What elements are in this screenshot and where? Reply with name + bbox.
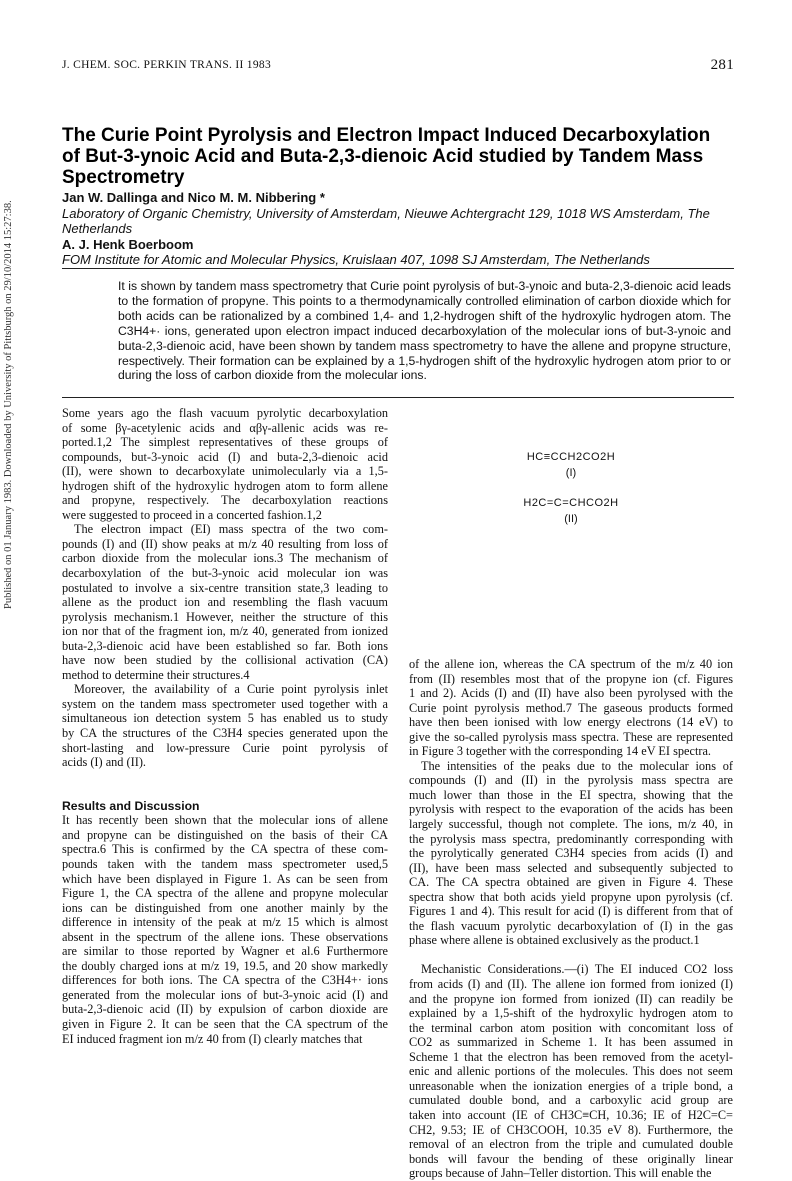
text-line: The electron impact (EI) mass spectra of the two com- bbox=[74, 522, 388, 537]
text-line: Moreover, the availability of a Curie point pyrolysis inlet bbox=[74, 682, 388, 697]
text-line: difference in intensity of the peak at m/z 15 which is almost bbox=[62, 915, 388, 930]
text-line: compounds (I) and (II) in the pyrolysis mass spectra are bbox=[409, 773, 733, 788]
text-line: taken into account (IE of CH3C≡CH, 10.36; IE of H2C=C= bbox=[409, 1107, 733, 1122]
text-line: compounds, but-3-ynoic acid (I) and buta-2,3-dienoic acid bbox=[62, 449, 388, 464]
text-line bbox=[409, 948, 733, 963]
text-line: acids (I) and (II). bbox=[62, 755, 146, 770]
text-line: enic and allenic portions of the molecules. This does not seem bbox=[409, 1064, 733, 1079]
text-line: carbon dioxide from the molecular ions.3 The mechanism of bbox=[62, 551, 388, 566]
text-line: CH2, 9.53; IE of CH3COOH, 10.35 eV 8). Furthermore, the bbox=[409, 1122, 733, 1137]
text-line: pyrolysis mechanism.1 However, neither the structure of this bbox=[62, 609, 388, 624]
text-line: (II), have been mass selected and subsequently subjected to bbox=[409, 860, 733, 875]
text-line: explained by a 1,5-shift of the hydroxylic hydrogen atom to bbox=[409, 1006, 733, 1021]
text-line: the pyrolysis mass spectra, predominantly corresponding with bbox=[409, 831, 733, 846]
text-line: 1 and 2). Acids (I) and (II) have also been pyrolysed with the bbox=[409, 686, 733, 701]
text-line: Figures 1 and 4). This result for acid (I) is different from that of bbox=[409, 904, 733, 919]
text-line: given in Figure 2. It can be seen that the CA spectrum of the bbox=[62, 1016, 388, 1031]
structure-formula-1: HC≡CCH2CO2H bbox=[526, 451, 616, 463]
text-line: phase where allene is obtained exclusively as the product.1 bbox=[409, 933, 700, 948]
abstract-top-rule bbox=[62, 268, 734, 269]
text-line: spectra.6 This is confirmed by the CA spectra of these com- bbox=[62, 842, 388, 857]
text-line: Mechanistic Considerations.—(i) The EI induced CO2 loss bbox=[421, 962, 733, 977]
text-line: Scheme 1 that the electron has been removed from the acetyl- bbox=[409, 1049, 733, 1064]
text-line: removal of an electron from the triple and cumulated double bbox=[409, 1137, 733, 1152]
text-line: pounds (I) and (II) show peaks at m/z 40 resulting from loss of bbox=[62, 536, 388, 551]
text-line: spectra show that both acids yield propyne upon pyrolysis (cf. bbox=[409, 889, 733, 904]
text-line: and propyne can be distinguished on the basis of their CA bbox=[62, 827, 388, 842]
text-line bbox=[62, 784, 388, 799]
text-line: hydrogen shift of the hydroxylic hydrogen atom to form allene bbox=[62, 478, 388, 493]
journal-citation: J. CHEM. SOC. PERKIN TRANS. II 1983 bbox=[62, 59, 272, 71]
left-column bbox=[62, 406, 388, 1046]
text-line: of the allene ion, whereas the CA spectrum of the m/z 40 ion bbox=[409, 657, 733, 671]
page-number: 281 bbox=[710, 57, 734, 73]
text-line: (II), were shown to decarboxylate unimolecularly via a 1,5- bbox=[62, 464, 388, 479]
text-line: differences for both ions. The CA spectra of the C3H4+· ions bbox=[62, 973, 388, 988]
author-block bbox=[62, 190, 742, 268]
text-line: unreasonable when the ionization energies of a triple bond, a bbox=[409, 1078, 733, 1093]
text-line: EI induced fragment ion m/z 40 from (I) clearly matches that bbox=[62, 1031, 363, 1046]
text-line: and propyne, respectively. The decarboxylation reactions bbox=[62, 493, 388, 508]
text-line: Results and Discussion bbox=[62, 798, 200, 813]
text-line: allene as the product ion and resembling the flash vacuum bbox=[62, 595, 388, 610]
text-line bbox=[62, 770, 388, 785]
structure-formula-2: H2C=C=CHCO2H bbox=[523, 497, 619, 509]
text-line: It has recently been shown that the molecular ions of allene bbox=[62, 813, 388, 828]
text-line: ion nor that of the fragment ion, m/z 40, generated from ionized bbox=[62, 624, 388, 639]
structure-label-2: (II) bbox=[564, 513, 578, 525]
abstract-bottom-rule bbox=[62, 397, 734, 398]
text-line: CA. The CA spectra obtained are given in Figure 4. These bbox=[409, 875, 733, 890]
author-names-2: A. J. Henk Boerboom bbox=[62, 236, 194, 252]
text-line: by CA the structures of the C3H4 species generated upon the bbox=[62, 726, 388, 741]
text-line: simultaneous ion detection system 5 has enabled us to study bbox=[62, 711, 388, 726]
text-line: the doubly charged ions at m/z 19, 19.5, and 20 show markedly bbox=[62, 958, 388, 973]
download-watermark: Published on 01 January 1983. Downloaded by University of Pittsburgh on 29/10/2014 15:27:38. bbox=[3, 200, 14, 610]
text-line: from (II) resembles most that of the propyne ion (cf. Figures bbox=[409, 671, 733, 686]
author-affiliation-1: Laboratory of Organic Chemistry, University of Amsterdam, Nieuwe Achtergracht 129, 1018 WS Amsterdam, The Netherlands bbox=[62, 205, 710, 237]
article-title: The Curie Point Pyrolysis and Electron Impact Induced Decarboxylation of But-3-ynoic Acid and Buta-2,3-dienoic Acid studied by Tandem Mass Spectrometry bbox=[62, 125, 711, 188]
text-line: Figure 1, the CA spectra of the allene and propyne molecular bbox=[62, 886, 388, 901]
text-line: are similar to those reported by Wagner et al.6 Furthermore bbox=[62, 944, 388, 959]
text-line: pyrolysis with respect to the evaporation of the acids has been bbox=[409, 802, 733, 817]
text-line: system on the tandem mass spectrometer used together with a bbox=[62, 696, 388, 711]
text-line: of some βγ-acetylenic acids and αβγ-allenic acids was re- bbox=[62, 420, 388, 435]
text-line: which have been displayed in Figure 1. As can be seen from bbox=[62, 871, 388, 886]
text-line: much lower than those in the EI spectra, showing that the bbox=[409, 787, 733, 802]
text-line: absent in the spectrum of the allene ions. These observations bbox=[62, 929, 388, 944]
author-names-1: Jan W. Dallinga and Nico M. M. Nibbering * bbox=[62, 190, 325, 205]
text-line: give the so-called pyrolysis mass spectra. These are represented bbox=[409, 729, 733, 744]
text-line: postulated to involve a six-centre transition state,3 leading to bbox=[62, 580, 388, 595]
text-line: the pyrolytically generated C3H4 species from acids (I) and bbox=[409, 846, 733, 861]
text-line: The intensities of the peaks due to the molecular ions of bbox=[421, 758, 733, 773]
text-line: ions can be distinguished from one another mainly by the bbox=[62, 900, 388, 915]
text-line: short-lasting and low-pressure Curie point pyrolysis of bbox=[62, 740, 388, 755]
text-line: Curie point pyrolysis method.7 The gaseous products formed bbox=[409, 700, 733, 715]
text-line: in Figure 3 together with the corresponding 14 eV EI spectra. bbox=[409, 744, 711, 759]
text-line: and the propyne ion formed from ionized (II) can readily be bbox=[409, 991, 733, 1006]
text-line: CO2 as summarized in Scheme 1. It has been assumed in bbox=[409, 1035, 733, 1050]
text-line: were suggested to proceed in a concerted fashion.1,2 bbox=[62, 507, 322, 522]
text-line: the flash vacuum pyrolytic decarboxylation of (I) in the gas bbox=[409, 918, 733, 933]
text-line: from acids (I) and (II). The allene ion formed from ionized (I) bbox=[409, 977, 733, 992]
text-line: bonds will favour the bending of these originally linear bbox=[409, 1151, 733, 1166]
text-line: the terminal carbon atom position with concomitant loss of bbox=[409, 1020, 733, 1035]
text-line: cumulated double bond, and a carboxylic acid group are bbox=[409, 1093, 733, 1108]
text-line: buta-2,3-dienoic acid have been established so far. Both ions bbox=[62, 638, 388, 653]
author-affiliation-2: FOM Institute for Atomic and Molecular Physics, Kruislaan 407, 1098 SJ Amsterdam, The Netherlands bbox=[62, 252, 650, 268]
text-line: generated from the molecular ions of but-3-ynoic acid (I) and bbox=[62, 987, 388, 1002]
running-head bbox=[62, 58, 734, 76]
text-line: buta-2,3-dienoic acid (II) by expulsion of carbon dioxide are bbox=[62, 1002, 388, 1017]
text-line: pounds taken with the tandem mass spectrometer used,5 bbox=[62, 856, 388, 871]
text-line: have now been studied by the collisional activation (CA) bbox=[62, 653, 388, 668]
text-line: Some years ago the flash vacuum pyrolytic decarboxylation bbox=[62, 406, 388, 420]
text-line: largely successful, though not complete. The ions, m/z 40, in bbox=[409, 817, 733, 832]
abstract: It is shown by tandem mass spectrometry that Curie point pyrolysis of but-3-ynoic and buta-2,3-dienoic acid leads to the formation of propyne. This points to a thermodynamically controlled elimination of carbon dioxide which for both acids can be rationalized by a combined 1,4- and 1,2-hydrogen shift of the hydroxylic hydrogen atom. The C3H4+· ions, generated upon electron impact induced decarboxylation of the molecular ions of but-3-ynoic and buta-2,3-dienoic acid, have been shown by tandem mass spectrometry to have the allene and propyne structure, respectively. Their formation can be explained by a 1,5-hydrogen shift of the hydroxylic hydrogen atom prior to or during the loss of carbon dioxide from the molecular ions. bbox=[118, 279, 731, 383]
right-column bbox=[409, 657, 733, 1181]
structure-label-1: (I) bbox=[565, 467, 577, 479]
text-line: have then been ionised with low energy electrons (14 eV) to bbox=[409, 715, 733, 730]
text-line: method to determine their structures.4 bbox=[62, 667, 250, 682]
text-line: ported.1,2 The simplest representatives of these groups of bbox=[62, 435, 388, 450]
text-line: decarboxylation of the but-3-ynoic acid molecular ion was bbox=[62, 566, 388, 581]
text-line: groups because of Jahn–Teller distortion. This will enable the bbox=[409, 1166, 712, 1181]
